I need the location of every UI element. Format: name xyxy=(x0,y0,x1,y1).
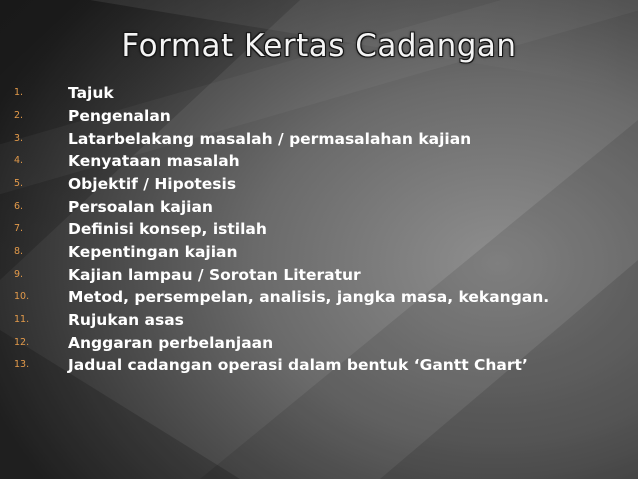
list-item xyxy=(14,241,549,264)
list-item-number: 4. xyxy=(14,155,24,167)
list-item xyxy=(14,286,549,309)
list-item xyxy=(14,332,549,355)
numbered-list xyxy=(14,82,549,377)
list-item xyxy=(14,105,549,128)
list-item-text: Definisi konsep, istilah xyxy=(68,220,267,239)
list-item xyxy=(14,173,549,196)
list-item-number: 7. xyxy=(14,223,24,235)
list-item-number: 13. xyxy=(14,359,30,371)
list-item xyxy=(14,354,549,377)
list-item-text: Latarbelakang masalah / permasalahan kajian xyxy=(68,129,472,148)
list-item-number: 3. xyxy=(14,132,24,144)
list-item-number: 5. xyxy=(14,177,24,189)
list-item-number: 2. xyxy=(14,109,24,121)
list-item-number: 1. xyxy=(14,87,24,99)
list-item-text: Tajuk xyxy=(68,84,114,103)
list-item xyxy=(14,127,549,150)
list-item-text: Kepentingan kajian xyxy=(68,242,238,261)
list-item-number: 11. xyxy=(14,314,30,326)
slide-title: Format Kertas Cadangan xyxy=(121,28,517,64)
list-item-text: Anggaran perbelanjaan xyxy=(68,333,274,352)
list-item-text: Metod, persempelan, analisis, jangka masa, kekangan. xyxy=(68,288,550,307)
list-item-text: Kajian lampau / Sorotan Literatur xyxy=(68,265,361,284)
list-item xyxy=(14,82,549,105)
list-item-number: 12. xyxy=(14,336,30,348)
list-item-number: 10. xyxy=(14,291,30,303)
list-item-text: Rujukan asas xyxy=(68,311,184,330)
list-item-number: 8. xyxy=(14,245,24,257)
list-item-text: Kenyataan masalah xyxy=(68,152,240,171)
list-item xyxy=(14,264,549,287)
list-item-number: 9. xyxy=(14,268,24,280)
list-item xyxy=(14,195,549,218)
list-item xyxy=(14,218,549,241)
list-item-text: Jadual cadangan operasi dalam bentuk ‘Gantt Chart’ xyxy=(68,356,528,375)
list-item-text: Persoalan kajian xyxy=(68,197,213,216)
list-item-text: Pengenalan xyxy=(68,106,171,125)
list-item xyxy=(14,150,549,173)
list-item-number: 6. xyxy=(14,200,24,212)
list-item xyxy=(14,309,549,332)
list-item-text: Objektif / Hipotesis xyxy=(68,174,237,193)
